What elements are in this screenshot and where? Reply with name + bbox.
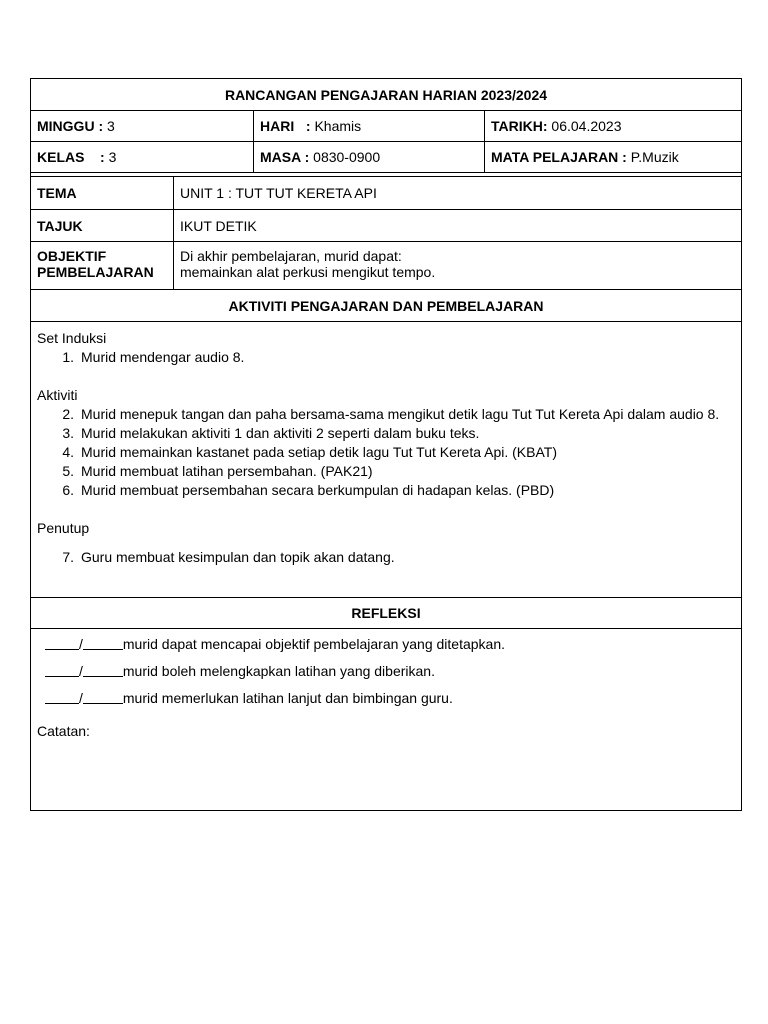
kelas-value: 3 — [108, 149, 117, 165]
list-item — [37, 481, 735, 500]
refleksi-text: murid memerlukan latihan lanjut dan bimbingan guru. — [122, 690, 453, 706]
kelas-sep: : — [100, 149, 105, 165]
tarikh-cell — [484, 111, 741, 141]
slash: / — [79, 690, 83, 706]
refleksi-text: murid boleh melengkapkan latihan yang diberikan. — [122, 663, 435, 679]
masa-cell — [253, 142, 484, 172]
item-number: 5. — [62, 463, 74, 479]
document-title: RANCANGAN PENGAJARAN HARIAN 2023/2024 — [224, 86, 548, 103]
item-text: Murid membuat persembahan secara berkumpulan di hadapan kelas. (PBD) — [81, 482, 555, 498]
tema-value: UNIT 1 : TUT TUT KERETA API — [180, 185, 377, 201]
tema-label: TEMA — [37, 185, 77, 201]
blank-field[interactable] — [45, 635, 79, 650]
refleksi-section-title — [30, 597, 742, 629]
tema-label-cell — [31, 177, 173, 209]
refleksi-title: REFLEKSI — [351, 605, 421, 621]
mata-pelajaran-label: MATA PELAJARAN : — [491, 149, 627, 165]
tajuk-value: IKUT DETIK — [180, 217, 257, 234]
penutup-heading: Penutup — [37, 520, 90, 536]
list-item — [37, 405, 735, 424]
item-number: 3. — [62, 425, 74, 441]
slash: / — [79, 663, 83, 679]
penutup-list — [37, 548, 735, 567]
tajuk-label-cell — [31, 210, 173, 241]
refleksi-line — [45, 635, 735, 654]
hari-value: Khamis — [314, 118, 362, 134]
minggu-cell — [31, 111, 253, 141]
set-induksi-heading: Set Induksi — [37, 330, 107, 346]
item-number: 4. — [62, 444, 74, 460]
item-number: 6. — [62, 482, 74, 498]
blank-field[interactable] — [83, 635, 123, 650]
refleksi-line — [45, 689, 735, 708]
item-text: Guru membuat kesimpulan dan topik akan datang. — [81, 549, 395, 565]
item-number: 1. — [62, 349, 74, 365]
item-number: 7. — [62, 549, 74, 565]
aktiviti-heading: Aktiviti — [37, 387, 78, 403]
hari-sep: : — [305, 118, 311, 134]
objektif-label-2: PEMBELAJARAN — [37, 264, 154, 280]
list-item — [37, 548, 735, 567]
objektif-line-2: memainkan alat perkusi mengikut tempo. — [180, 264, 436, 280]
list-item — [37, 348, 735, 367]
list-item — [37, 424, 735, 443]
blank-field[interactable] — [83, 689, 123, 704]
tema-value-cell — [173, 177, 741, 209]
objektif-line-1: Di akhir pembelajaran, murid dapat: — [180, 248, 402, 264]
item-text: Murid mendengar audio 8. — [81, 349, 245, 365]
mata-pelajaran-value: P.Muzik — [630, 149, 679, 165]
aktiviti-section-title — [30, 290, 742, 322]
activity-body — [30, 322, 742, 597]
header-row-2 — [30, 142, 742, 173]
item-number: 2. — [62, 406, 74, 422]
spacer — [37, 538, 735, 548]
tarikh-value: 06.04.2023 — [551, 118, 622, 134]
aktiviti-title: AKTIVITI PENGAJARAN DAN PEMBELAJARAN — [228, 297, 544, 314]
tajuk-label: TAJUK — [37, 217, 83, 234]
hari-cell — [253, 111, 484, 141]
minggu-label: MINGGU : — [37, 118, 104, 134]
tarikh-label: TARIKH: — [491, 118, 548, 134]
minggu-value: 3 — [107, 118, 115, 134]
tema-row — [30, 176, 742, 210]
masa-label: MASA : — [260, 149, 310, 165]
objektif-row — [30, 242, 742, 290]
item-text: Murid memainkan kastanet pada setiap detik lagu Tut Tut Kereta Api. (KBAT) — [81, 444, 557, 460]
item-text: Murid menepuk tangan dan paha bersama-sama mengikut detik lagu Tut Tut Kereta Api dalam audio 8. — [81, 406, 720, 422]
blank-field[interactable] — [83, 662, 123, 677]
objektif-label-1: OBJEKTIF — [37, 248, 107, 264]
refleksi-line — [45, 662, 735, 681]
header-row-1 — [30, 111, 742, 142]
item-text: Murid melakukan aktiviti 1 dan aktiviti 2 seperti dalam buku teks. — [81, 425, 480, 441]
mata-pelajaran-cell — [484, 142, 741, 172]
hari-label: HARI — [260, 118, 295, 134]
list-item — [37, 462, 735, 481]
refleksi-text: murid dapat mencapai objektif pembelajaran yang ditetapkan. — [122, 636, 506, 652]
tajuk-row — [30, 210, 742, 242]
item-text: Murid membuat latihan persembahan. (PAK21) — [81, 463, 373, 479]
objektif-value-cell — [173, 242, 741, 289]
catatan-label: Catatan: — [37, 723, 90, 739]
kelas-cell — [31, 142, 253, 172]
document-title-row — [30, 78, 742, 111]
list-item — [37, 443, 735, 462]
masa-value: 0830-0900 — [313, 149, 381, 165]
slash: / — [79, 636, 83, 652]
spacer — [37, 367, 735, 386]
objektif-label-cell — [31, 242, 173, 289]
aktiviti-list — [37, 405, 735, 500]
set-induksi-list — [37, 348, 735, 367]
spacer — [37, 500, 735, 519]
tajuk-value-cell — [173, 210, 741, 241]
lesson-plan-document — [30, 78, 742, 811]
kelas-label: KELAS — [37, 149, 85, 165]
refleksi-body — [30, 629, 742, 811]
blank-field[interactable] — [45, 662, 79, 677]
blank-field[interactable] — [45, 689, 79, 704]
